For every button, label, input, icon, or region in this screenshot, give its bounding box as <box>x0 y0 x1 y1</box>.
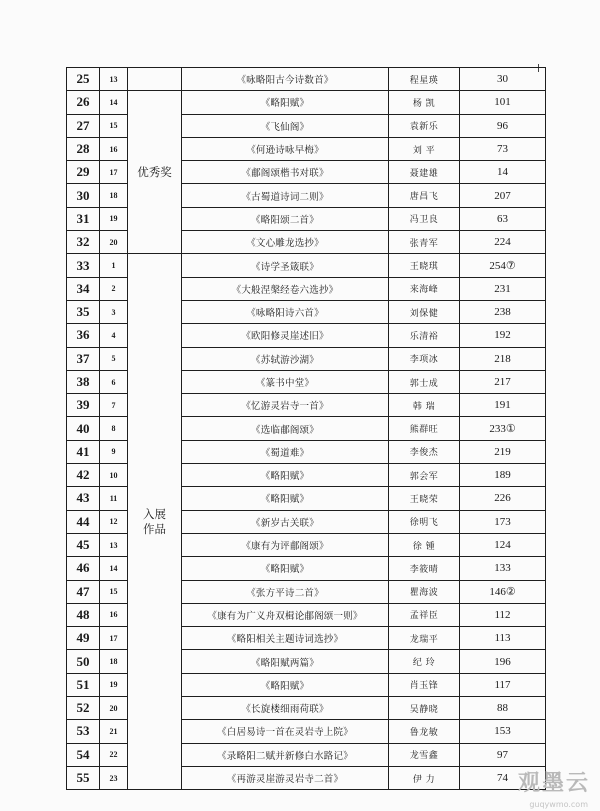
watermark-site: guqywmo.com <box>529 800 588 809</box>
author-name: 郭士成 <box>389 370 460 393</box>
row-number: 35 <box>67 300 100 323</box>
row-number: 53 <box>67 720 100 743</box>
score-value: 112 <box>460 603 546 626</box>
author-name: 刘保健 <box>389 300 460 323</box>
work-title: 《长旋楼细雨荷联》 <box>182 697 389 720</box>
work-title: 《略阳赋》 <box>182 557 389 580</box>
author-name: 程星瑛 <box>389 68 460 91</box>
category-index: 14 <box>100 91 128 114</box>
row-number: 45 <box>67 533 100 556</box>
category-index: 5 <box>100 347 128 370</box>
author-name: 杨 凯 <box>389 91 460 114</box>
table-row <box>67 254 546 277</box>
author-name: 吴静晓 <box>389 697 460 720</box>
row-number: 51 <box>67 673 100 696</box>
work-title: 《录略阳二赋并新修白水路记》 <box>182 743 389 766</box>
work-title: 《略阳赋》 <box>182 673 389 696</box>
author-name: 聂建雄 <box>389 161 460 184</box>
row-number: 27 <box>67 114 100 137</box>
score-value: 191 <box>460 394 546 417</box>
work-title: 《古蜀道诗词二则》 <box>182 184 389 207</box>
score-value: 192 <box>460 324 546 347</box>
author-name: 袁新乐 <box>389 114 460 137</box>
score-value: 133 <box>460 557 546 580</box>
work-title: 《大般涅槃经卷六选抄》 <box>182 277 389 300</box>
category-selected <box>128 254 182 790</box>
row-number: 42 <box>67 464 100 487</box>
score-value: 226 <box>460 487 546 510</box>
score-value: 254⑦ <box>460 254 546 277</box>
work-title: 《康有为广义舟双楫论郙阁颂一则》 <box>182 603 389 626</box>
row-number: 47 <box>67 580 100 603</box>
author-name: 刘 平 <box>389 137 460 160</box>
score-value: 238 <box>460 300 546 323</box>
score-value: 219 <box>460 440 546 463</box>
category-index: 17 <box>100 161 128 184</box>
category-index: 16 <box>100 137 128 160</box>
work-title: 《欧阳修灵崖述旧》 <box>182 324 389 347</box>
row-number: 25 <box>67 68 100 91</box>
author-name: 徐 锺 <box>389 533 460 556</box>
work-title: 《略阳相关主题诗词选抄》 <box>182 627 389 650</box>
category-index: 14 <box>100 557 128 580</box>
row-number: 40 <box>67 417 100 440</box>
category-index: 2 <box>100 277 128 300</box>
author-name: 肖玉锋 <box>389 673 460 696</box>
author-name: 冯卫良 <box>389 207 460 230</box>
results-table <box>66 67 546 790</box>
author-name: 王晓琪 <box>389 254 460 277</box>
work-title: 《选临郙阁颂》 <box>182 417 389 440</box>
row-number: 36 <box>67 324 100 347</box>
author-name: 郭会军 <box>389 464 460 487</box>
row-number: 37 <box>67 347 100 370</box>
row-number: 43 <box>67 487 100 510</box>
author-name: 伊 力 <box>389 766 460 789</box>
watermark-logo: 观墨云 <box>517 771 590 796</box>
work-title: 《何逊诗咏早梅》 <box>182 137 389 160</box>
category-index: 1 <box>100 254 128 277</box>
category-index: 7 <box>100 394 128 417</box>
category-index: 15 <box>100 114 128 137</box>
category-selected-line2: 作品 <box>143 521 166 536</box>
score-value: 97 <box>460 743 546 766</box>
category-index: 18 <box>100 650 128 673</box>
row-number: 49 <box>67 627 100 650</box>
author-name: 李俊杰 <box>389 440 460 463</box>
work-title: 《文心雕龙选抄》 <box>182 231 389 254</box>
category-index: 20 <box>100 231 128 254</box>
category-index: 19 <box>100 673 128 696</box>
row-number: 54 <box>67 743 100 766</box>
row-number: 39 <box>67 394 100 417</box>
row-number: 46 <box>67 557 100 580</box>
work-title: 《略阳赋》 <box>182 464 389 487</box>
score-value: 101 <box>460 91 546 114</box>
category-index: 13 <box>100 533 128 556</box>
score-value: 74 <box>460 766 546 789</box>
work-title: 《新岁古关联》 <box>182 510 389 533</box>
category-index: 12 <box>100 510 128 533</box>
category-index: 3 <box>100 300 128 323</box>
score-value: 146② <box>460 580 546 603</box>
author-name: 李筱晴 <box>389 557 460 580</box>
author-name: 纪 玲 <box>389 650 460 673</box>
work-title: 《略阳赋》 <box>182 91 389 114</box>
score-value: 217 <box>460 370 546 393</box>
author-name: 瞿海波 <box>389 580 460 603</box>
author-name: 熊群旺 <box>389 417 460 440</box>
row-number: 32 <box>67 231 100 254</box>
row-number: 44 <box>67 510 100 533</box>
author-name: 龙瑞平 <box>389 627 460 650</box>
work-title: 《蜀道难》 <box>182 440 389 463</box>
row-number: 31 <box>67 207 100 230</box>
work-title: 《苏轼游沙湖》 <box>182 347 389 370</box>
category-index: 16 <box>100 603 128 626</box>
author-name: 孟祥臣 <box>389 603 460 626</box>
score-value: 88 <box>460 697 546 720</box>
author-name: 鲁龙敏 <box>389 720 460 743</box>
category-index: 18 <box>100 184 128 207</box>
row-number: 48 <box>67 603 100 626</box>
category-index: 9 <box>100 440 128 463</box>
category-index: 15 <box>100 580 128 603</box>
row-number: 26 <box>67 91 100 114</box>
author-name: 李项冰 <box>389 347 460 370</box>
score-value: 96 <box>460 114 546 137</box>
row-number: 33 <box>67 254 100 277</box>
row-number: 52 <box>67 697 100 720</box>
category-index: 22 <box>100 743 128 766</box>
score-value: 196 <box>460 650 546 673</box>
row-number: 34 <box>67 277 100 300</box>
category-index: 23 <box>100 766 128 789</box>
category-index: 21 <box>100 720 128 743</box>
author-name: 韩 瑞 <box>389 394 460 417</box>
row-number: 50 <box>67 650 100 673</box>
row-number: 41 <box>67 440 100 463</box>
category-index: 4 <box>100 324 128 347</box>
score-value: 113 <box>460 627 546 650</box>
category-selected-line1: 入展 <box>143 506 166 521</box>
category-index: 17 <box>100 627 128 650</box>
category-excellence: 优秀奖 <box>128 91 182 254</box>
author-name: 唐昌飞 <box>389 184 460 207</box>
score-value: 231 <box>460 277 546 300</box>
score-value: 117 <box>460 673 546 696</box>
work-title: 《咏略阳古今诗数首》 <box>182 68 389 91</box>
work-title: 《诗学圣箴联》 <box>182 254 389 277</box>
score-value: 218 <box>460 347 546 370</box>
score-value: 207 <box>460 184 546 207</box>
category-index: 20 <box>100 697 128 720</box>
work-title: 《篆书中堂》 <box>182 370 389 393</box>
row-number: 30 <box>67 184 100 207</box>
table-row <box>67 91 546 114</box>
work-title: 《白居易诗一首在灵岩寺上院》 <box>182 720 389 743</box>
row-number: 55 <box>67 766 100 789</box>
work-title: 《康有为评郙阁颂》 <box>182 533 389 556</box>
category-index: 19 <box>100 207 128 230</box>
score-value: 233① <box>460 417 546 440</box>
score-value: 153 <box>460 720 546 743</box>
author-name: 张青军 <box>389 231 460 254</box>
work-title: 《忆游灵岩寺一首》 <box>182 394 389 417</box>
score-value: 30 <box>460 68 546 91</box>
work-title: 《郙阁颂楷书对联》 <box>182 161 389 184</box>
author-name: 来海峰 <box>389 277 460 300</box>
score-value: 224 <box>460 231 546 254</box>
category-index: 8 <box>100 417 128 440</box>
row-number: 29 <box>67 161 100 184</box>
score-value: 189 <box>460 464 546 487</box>
row-number: 28 <box>67 137 100 160</box>
category-index: 11 <box>100 487 128 510</box>
author-name: 王晓荣 <box>389 487 460 510</box>
category-index: 6 <box>100 370 128 393</box>
row-number: 38 <box>67 370 100 393</box>
table-row <box>67 68 546 91</box>
work-title: 《略阳赋》 <box>182 487 389 510</box>
score-value: 124 <box>460 533 546 556</box>
author-name: 乐清裕 <box>389 324 460 347</box>
work-title: 《飞仙阁》 <box>182 114 389 137</box>
score-value: 173 <box>460 510 546 533</box>
work-title: 《略阳赋两篇》 <box>182 650 389 673</box>
work-title: 《张方平诗二首》 <box>182 580 389 603</box>
work-title: 《再游灵崖游灵岩寺二首》 <box>182 766 389 789</box>
score-value: 14 <box>460 161 546 184</box>
work-title: 《咏略阳诗六首》 <box>182 300 389 323</box>
category-index: 13 <box>100 68 128 91</box>
category-index: 10 <box>100 464 128 487</box>
author-name: 徐明飞 <box>389 510 460 533</box>
work-title: 《略阳颂二首》 <box>182 207 389 230</box>
author-name: 龙雪鑫 <box>389 743 460 766</box>
score-value: 73 <box>460 137 546 160</box>
category-cell-blank <box>128 68 182 91</box>
score-value: 63 <box>460 207 546 230</box>
